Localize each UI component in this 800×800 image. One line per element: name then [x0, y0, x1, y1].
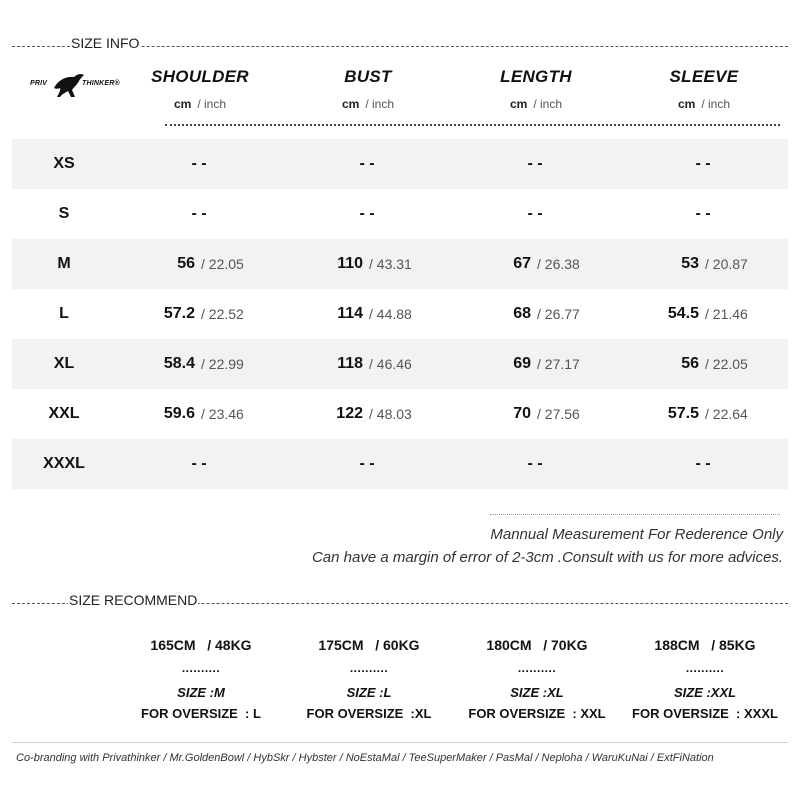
- empty-value: - -: [359, 155, 375, 172]
- size-label: S: [58, 205, 70, 222]
- column-name: SLEEVE: [669, 67, 739, 86]
- empty-value: - -: [527, 155, 543, 172]
- brand-logo: [28, 72, 128, 98]
- value-inch: / 43.31: [369, 256, 412, 272]
- logo-text-left: PRIV: [30, 80, 48, 87]
- size-label: XS: [53, 155, 75, 172]
- size-label: L: [59, 305, 69, 322]
- recommended-size: SIZE :XXL: [673, 685, 737, 700]
- value-inch: / 46.46: [369, 356, 412, 372]
- column-name: LENGTH: [500, 67, 572, 86]
- value-cm: 54.5: [667, 305, 699, 322]
- value-cm: 69: [513, 355, 531, 372]
- value-inch: / 22.99: [201, 356, 244, 372]
- value-inch: / 26.77: [537, 306, 580, 322]
- recommend-item: [116, 637, 286, 721]
- value-cm: 59.6: [163, 405, 195, 422]
- value-inch: / 22.05: [201, 256, 244, 272]
- unit-inch: / inch: [701, 97, 731, 111]
- size-recommend-title: SIZE RECOMMEND: [69, 592, 198, 608]
- value-inch: / 22.05: [705, 356, 748, 372]
- table-row: [12, 189, 788, 239]
- column-name: SHOULDER: [151, 67, 249, 86]
- oversize-size: FOR OVERSIZE : L: [141, 706, 261, 721]
- co-branding-footer: Co-branding with Privathinker / Mr.GoldenBowl / HybSkr / Hybster / NoEstaMal / TeeSuperMaker / PasMal / Neploha / WaruKuNai / ExtFiNation: [16, 752, 714, 764]
- logo-text-right: THINKER®: [82, 80, 120, 87]
- column-units: [629, 97, 779, 111]
- empty-value: - -: [191, 455, 207, 472]
- value-cm: 53: [681, 255, 699, 272]
- value-cm: 56: [681, 355, 699, 372]
- table-row: [12, 389, 788, 439]
- empty-value: - -: [695, 155, 711, 172]
- unit-inch: / inch: [533, 97, 563, 111]
- value-cm: 118: [337, 355, 363, 372]
- value-inch: / 27.17: [537, 356, 580, 372]
- value-cm: 67: [513, 255, 531, 272]
- footer-divider: [12, 742, 788, 743]
- value-cm: 58.4: [163, 355, 195, 372]
- empty-value: - -: [695, 455, 711, 472]
- empty-value: - -: [695, 205, 711, 222]
- value-inch: / 48.03: [369, 406, 412, 422]
- height-weight: 175CM / 60KG: [318, 637, 420, 653]
- panther-logo-icon: [52, 72, 86, 98]
- recommend-dots: ..........: [349, 661, 389, 675]
- recommended-size: SIZE :M: [177, 685, 225, 700]
- column-header-shoulder: [125, 67, 275, 111]
- value-cm: 114: [337, 305, 363, 322]
- empty-value: - -: [527, 455, 543, 472]
- value-inch: / 23.46: [201, 406, 244, 422]
- unit-cm: cm: [173, 97, 192, 111]
- recommended-size: SIZE :L: [346, 685, 392, 700]
- value-cm: 70: [513, 405, 531, 422]
- value-cm: 57.5: [667, 405, 699, 422]
- value-inch: / 22.64: [705, 406, 748, 422]
- value-inch: / 20.87: [705, 256, 748, 272]
- value-cm: 57.2: [163, 305, 195, 322]
- table-row: [12, 139, 788, 189]
- value-inch: / 27.56: [537, 406, 580, 422]
- oversize-size: FOR OVERSIZE : XXXL: [632, 706, 778, 721]
- recommend-item: [284, 637, 454, 721]
- size-label: M: [57, 255, 71, 272]
- value-cm: 56: [177, 255, 195, 272]
- table-row: [12, 239, 788, 289]
- column-units: [125, 97, 275, 111]
- column-header-sleeve: [629, 67, 779, 111]
- empty-value: - -: [191, 205, 207, 222]
- value-cm: 110: [337, 255, 363, 272]
- recommend-dots: ..........: [181, 661, 221, 675]
- unit-inch: / inch: [197, 97, 227, 111]
- size-label: XXXL: [43, 455, 85, 472]
- column-units: [461, 97, 611, 111]
- unit-cm: cm: [677, 97, 696, 111]
- column-name: BUST: [344, 67, 392, 86]
- oversize-size: FOR OVERSIZE : XXL: [468, 706, 606, 721]
- size-label: XL: [53, 355, 75, 372]
- size-info-title: SIZE INFO: [71, 35, 140, 51]
- table-row: [12, 439, 788, 489]
- margin-note: Can have a margin of error of 2-3cm .Consult with us for more advices.: [311, 549, 783, 566]
- recommend-item: [452, 637, 622, 721]
- empty-value: - -: [527, 205, 543, 222]
- recommended-size: SIZE :XL: [510, 685, 564, 700]
- value-cm: 122: [336, 405, 363, 422]
- unit-inch: / inch: [365, 97, 395, 111]
- column-header-length: [461, 67, 611, 111]
- column-header-bust: [293, 67, 443, 111]
- column-units: [293, 97, 443, 111]
- measurement-note: Mannual Measurement For Rederence Only: [490, 526, 783, 543]
- height-weight: 180CM / 70KG: [486, 637, 588, 653]
- recommend-item: [620, 637, 790, 721]
- empty-value: - -: [359, 205, 375, 222]
- unit-cm: cm: [509, 97, 528, 111]
- recommend-dots: ..........: [685, 661, 725, 675]
- value-inch: / 44.88: [369, 306, 412, 322]
- value-inch: / 26.38: [537, 256, 580, 272]
- table-row: [12, 339, 788, 389]
- height-weight: 188CM / 85KG: [654, 637, 756, 653]
- height-weight: 165CM / 48KG: [150, 637, 252, 653]
- unit-cm: cm: [341, 97, 360, 111]
- oversize-size: FOR OVERSIZE :XL: [306, 706, 432, 721]
- header-divider: [165, 124, 780, 126]
- size-label: XXL: [48, 405, 80, 422]
- table-row: [12, 289, 788, 339]
- value-cm: 68: [513, 305, 531, 322]
- value-inch: / 22.52: [201, 306, 244, 322]
- note-divider: [490, 514, 780, 515]
- empty-value: - -: [191, 155, 207, 172]
- recommend-dots: ..........: [517, 661, 557, 675]
- value-inch: / 21.46: [705, 306, 748, 322]
- empty-value: - -: [359, 455, 375, 472]
